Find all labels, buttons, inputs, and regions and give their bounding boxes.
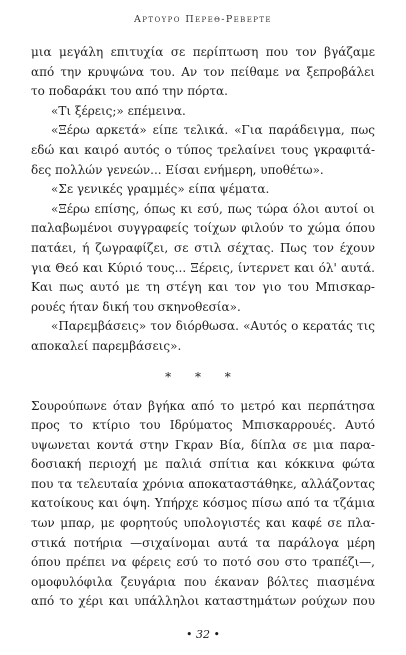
page-number: • 32 •: [186, 628, 220, 641]
text-line: των μπαρ, με φορητούς υπολογιστές και καφέ σε πλα-: [31, 516, 375, 531]
text-line: Σουρούπωνε όταν βγήκα από το μετρό και περπάτησα: [31, 398, 375, 413]
text-line: δοσιακή περιοχή με παλιά σπίτια και κόκκινα φώτα: [31, 457, 375, 472]
text-line: δες πολλών γενεών... Είσαι ενήμερη, υποθέτω».: [31, 162, 324, 177]
text-line: που τα τελευταία χρόνια αποκαταστάθηκε, αλλάζοντας: [31, 476, 375, 491]
text-line: ρουές ήταν δική του σκηνοθεσία».: [31, 299, 241, 314]
text-line: «Ξέρω επίσης, όπως κι εσύ, πως τώρα όλοι αυτοί οι: [51, 201, 375, 216]
text-line: το ποδαράκι του από την πόρτα.: [31, 84, 228, 99]
text-line: «Ξέρω αρκετά» είπε τελικά. «Για παράδειγμα, πως: [51, 123, 375, 138]
text-line: από την κρυψώνα του. Αν τον πείθαμε να ξεπροβάλει: [31, 64, 375, 79]
text-line: ομοφυλόφιλα ζευγάρια που έκαναν βόλτες πιασμένα: [31, 574, 375, 589]
text-line: «Τι ξέρεις;» επέμεινα.: [51, 103, 186, 118]
running-head: Αρτουρο Περεθ-Ρεβερτε: [134, 14, 272, 25]
text-line: πατάει, ή ζωγραφίζει, σε στιλ σέχτας. Πως τον έχουν: [31, 240, 375, 255]
text-line: αποκαλεί παρεμβάσεις».: [31, 338, 182, 353]
text-line: προς το κτίριο του Ιδρύματος Μπισκαρρουές. Αυτό: [31, 418, 375, 433]
text-line: υψωνεται κοντά στην Γκραν Βία, δίπλα σε μια παρα-: [31, 437, 375, 452]
text-line: Και πως αυτό με τη στέγη και τον γιο του Μπισκαρ-: [31, 280, 375, 295]
text-line: στικά ποτήρια —σιχαίνομαι αυτά τα παράλογα μέρη: [31, 535, 375, 550]
text-line: μια μεγάλη επιτυχία σε περίπτωση που τον βγάζαμε: [31, 45, 375, 59]
text-line: από το χέρι και υπάλληλοι καταστημάτων ρούχων που: [31, 594, 375, 609]
text-line: «Παρεμβάσεις» τον διόρθωσα. «Αυτός ο κερατάς τις: [51, 319, 375, 334]
text-line: όπου πρέπει να φέρεις εσύ το ποτό σου στο τραπέζι—,: [31, 555, 375, 570]
text-line: «Σε γενικές γραμμές» είπα ψέματα.: [51, 182, 270, 197]
text-line: εδώ και καιρό αυτός ο τύπος τρελαίνει τους γκραφιτά-: [31, 142, 375, 157]
text-line: για Θεό και Κύριό τους... Ξέρεις, ίντερνετ και όλ' αυτά.: [31, 260, 375, 275]
body-text: [31, 43, 375, 612]
text-line: παλαβωμένοι συγγραφείς τοίχων φιλούν το χώμα όπου: [31, 221, 375, 236]
section-break: * * *: [165, 369, 241, 384]
text-line: κατοίκους και όψη. Υπήρχε κόσμος πίσω από τα τζάμια: [31, 496, 375, 511]
